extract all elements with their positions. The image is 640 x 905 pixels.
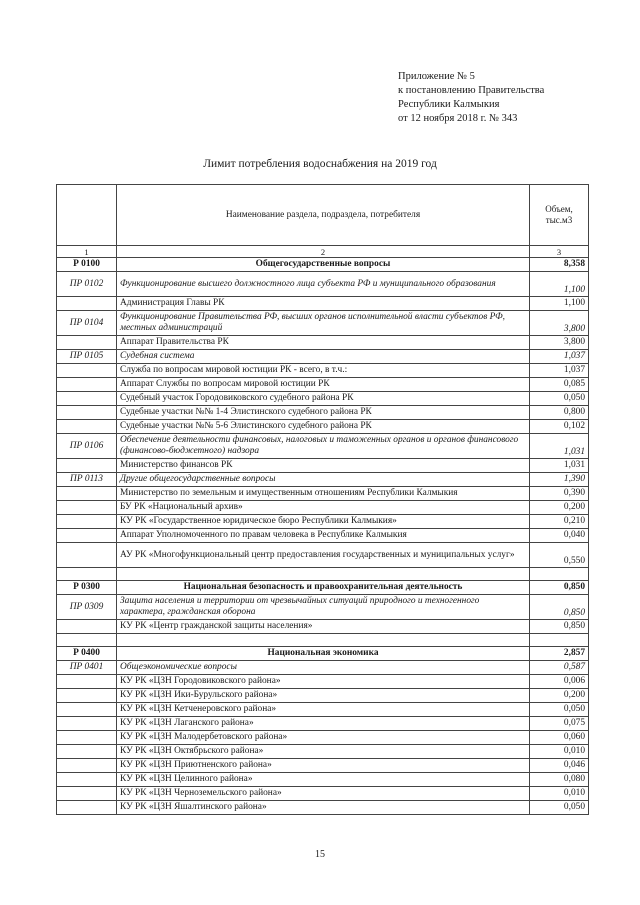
- table-row: [57, 661, 589, 675]
- row-code-cell: ПР 0106: [57, 434, 117, 459]
- header-resolution: к постановлению Правительства: [398, 85, 545, 96]
- row-value-cell: 1,031: [530, 434, 589, 459]
- row-value-cell: 1,037: [530, 350, 589, 364]
- row-value-cell: 1,031: [530, 459, 589, 473]
- table-row: [57, 459, 589, 473]
- row-name-cell: Судебный участок Городовиковского судебного района РК: [117, 392, 530, 406]
- row-name-cell: Защита населения и территории от чрезвычайных ситуаций природного и техногенного характера, гражданская оборона: [117, 595, 530, 620]
- table-row: [57, 717, 589, 731]
- row-code-cell: [57, 620, 117, 634]
- column-number-row: [57, 246, 589, 258]
- table-row: [57, 801, 589, 815]
- table-row: [57, 350, 589, 364]
- table-row: [57, 543, 589, 568]
- table-row: [57, 773, 589, 787]
- row-value-cell: 8,358: [530, 258, 589, 272]
- row-value-cell: 0,850: [530, 595, 589, 620]
- row-value-cell: 1,100: [530, 272, 589, 297]
- row-code-cell: [57, 515, 117, 529]
- row-name-cell: КУ РК «Центр гражданской защиты населения»: [117, 620, 530, 634]
- row-value-cell: 0,850: [530, 620, 589, 634]
- row-code-cell: [57, 675, 117, 689]
- header-code-cell: [57, 185, 117, 246]
- table-row: [57, 581, 589, 595]
- row-code-cell: Р 0400: [57, 647, 117, 661]
- row-name-cell: Администрация Главы РК: [117, 297, 530, 311]
- row-name-cell: Аппарат Службы по вопросам мировой юстиции РК: [117, 378, 530, 392]
- row-value-cell: 0,010: [530, 787, 589, 801]
- limits-table: [56, 184, 589, 815]
- row-code-cell: [57, 364, 117, 378]
- row-code-cell: [57, 568, 117, 581]
- row-code-cell: [57, 703, 117, 717]
- row-name-cell: Национальная экономика: [117, 647, 530, 661]
- row-code-cell: [57, 501, 117, 515]
- row-value-cell: 0,050: [530, 703, 589, 717]
- table-row: [57, 620, 589, 634]
- row-value-cell: 0,850: [530, 581, 589, 595]
- row-name-cell: КУ РК «ЦЗН Целинного района»: [117, 773, 530, 787]
- table-row: [57, 731, 589, 745]
- row-value-cell: [530, 568, 589, 581]
- row-value-cell: 1,390: [530, 473, 589, 487]
- row-value-cell: 1,037: [530, 364, 589, 378]
- table-row: [57, 297, 589, 311]
- row-code-cell: Р 0100: [57, 258, 117, 272]
- row-name-cell: КУ РК «ЦЗН Лаганского района»: [117, 717, 530, 731]
- row-name-cell: КУ РК «ЦЗН Яшалтинского района»: [117, 801, 530, 815]
- row-value-cell: 0,587: [530, 661, 589, 675]
- row-name-cell: Министерство финансов РК: [117, 459, 530, 473]
- row-name-cell: КУ РК «ЦЗН Городовиковского района»: [117, 675, 530, 689]
- row-name-cell: КУ РК «ЦЗН Приютненского района»: [117, 759, 530, 773]
- table-row: [57, 406, 589, 420]
- row-name-cell: КУ РК «ЦЗН Кетченеровского района»: [117, 703, 530, 717]
- row-name-cell: АУ РК «Многофункциональный центр предоставления государственных и муниципальных услуг»: [117, 543, 530, 568]
- column-number-3: 3: [530, 246, 589, 258]
- table-row: [57, 473, 589, 487]
- header-date: от 12 ноября 2018 г. № 343: [398, 113, 518, 124]
- row-value-cell: 0,050: [530, 392, 589, 406]
- table-header-row: [57, 185, 589, 246]
- table-row: [57, 336, 589, 350]
- row-code-cell: [57, 420, 117, 434]
- row-value-cell: 0,210: [530, 515, 589, 529]
- row-name-cell: БУ РК «Национальный архив»: [117, 501, 530, 515]
- table-row: [57, 787, 589, 801]
- row-name-cell: Судебная система: [117, 350, 530, 364]
- row-name-cell: Министерство по земельным и имущественным отношениям Республики Калмыкия: [117, 487, 530, 501]
- table-row: [57, 392, 589, 406]
- row-name-cell: Функционирование Правительства РФ, высших органов исполнительной власти субъектов РФ, местных администраций: [117, 311, 530, 336]
- row-code-cell: [57, 529, 117, 543]
- row-name-cell: КУ РК «ЦЗН Черноземельского района»: [117, 787, 530, 801]
- table-row: [57, 568, 589, 581]
- table-row: [57, 515, 589, 529]
- row-code-cell: ПР 0401: [57, 661, 117, 675]
- row-code-cell: [57, 406, 117, 420]
- row-name-cell: Аппарат Уполномоченного по правам человека в Республике Калмыкия: [117, 529, 530, 543]
- table-row: [57, 634, 589, 647]
- column-number-1: 1: [57, 246, 117, 258]
- table-row: [57, 434, 589, 459]
- column-number-2: 2: [117, 246, 530, 258]
- row-name-cell: [117, 634, 530, 647]
- table-row: [57, 647, 589, 661]
- row-code-cell: [57, 297, 117, 311]
- row-value-cell: 0,075: [530, 717, 589, 731]
- row-name-cell: КУ РК «Государственное юридическое бюро Республики Калмыкия»: [117, 515, 530, 529]
- table-row: [57, 745, 589, 759]
- row-code-cell: [57, 717, 117, 731]
- table-row: [57, 595, 589, 620]
- row-name-cell: Служба по вопросам мировой юстиции РК - всего, в т.ч.:: [117, 364, 530, 378]
- row-name-cell: КУ РК «ЦЗН Октябрьского района»: [117, 745, 530, 759]
- row-code-cell: [57, 378, 117, 392]
- table-row: [57, 675, 589, 689]
- row-code-cell: [57, 392, 117, 406]
- table-row: [57, 272, 589, 297]
- row-code-cell: [57, 773, 117, 787]
- row-code-cell: ПР 0309: [57, 595, 117, 620]
- row-name-cell: Судебные участки №№ 1-4 Элистинского судебного района РК: [117, 406, 530, 420]
- row-value-cell: 0,085: [530, 378, 589, 392]
- row-code-cell: [57, 336, 117, 350]
- row-code-cell: ПР 0113: [57, 473, 117, 487]
- header-volume-cell: Объем, тыс.м3: [530, 185, 589, 246]
- row-name-cell: Судебные участки №№ 5-6 Элистинского судебного района РК: [117, 420, 530, 434]
- row-code-cell: ПР 0105: [57, 350, 117, 364]
- table-row: [57, 364, 589, 378]
- row-name-cell: Другие общегосударственные вопросы: [117, 473, 530, 487]
- row-code-cell: [57, 459, 117, 473]
- table-row: [57, 703, 589, 717]
- header-appendix: Приложение № 5: [398, 71, 475, 82]
- row-value-cell: 3,800: [530, 311, 589, 336]
- document-title: Лимит потребления водоснабжения на 2019 год: [203, 158, 437, 170]
- document-header: [398, 70, 544, 126]
- table-row: [57, 759, 589, 773]
- row-value-cell: 0,046: [530, 759, 589, 773]
- row-code-cell: [57, 543, 117, 568]
- row-code-cell: [57, 787, 117, 801]
- row-code-cell: Р 0300: [57, 581, 117, 595]
- row-value-cell: 1,100: [530, 297, 589, 311]
- table-row: [57, 311, 589, 336]
- row-name-cell: Обеспечение деятельности финансовых, налоговых и таможенных органов и органов финансового (финансово-бюджетного) надзора: [117, 434, 530, 459]
- row-value-cell: 0,060: [530, 731, 589, 745]
- row-name-cell: Общегосударственные вопросы: [117, 258, 530, 272]
- table-row: [57, 420, 589, 434]
- row-name-cell: [117, 568, 530, 581]
- row-code-cell: [57, 759, 117, 773]
- row-name-cell: Функционирование высшего должностного лица субъекта РФ и муниципального образования: [117, 272, 530, 297]
- row-value-cell: 0,200: [530, 501, 589, 515]
- row-code-cell: [57, 801, 117, 815]
- table-row: [57, 529, 589, 543]
- row-code-cell: [57, 745, 117, 759]
- row-value-cell: 0,550: [530, 543, 589, 568]
- row-name-cell: КУ РК «ЦЗН Ики-Бурульского района»: [117, 689, 530, 703]
- row-code-cell: [57, 634, 117, 647]
- row-value-cell: 0,390: [530, 487, 589, 501]
- row-value-cell: 2,857: [530, 647, 589, 661]
- header-name-cell: Наименование раздела, подраздела, потребителя: [117, 185, 530, 246]
- table-row: [57, 258, 589, 272]
- row-value-cell: 0,200: [530, 689, 589, 703]
- row-value-cell: 0,050: [530, 801, 589, 815]
- row-code-cell: ПР 0104: [57, 311, 117, 336]
- row-value-cell: 0,006: [530, 675, 589, 689]
- page-number: 15: [315, 849, 325, 860]
- row-name-cell: Аппарат Правительства РК: [117, 336, 530, 350]
- row-code-cell: ПР 0102: [57, 272, 117, 297]
- table-row: [57, 689, 589, 703]
- row-value-cell: 0,040: [530, 529, 589, 543]
- table-row: [57, 378, 589, 392]
- row-value-cell: 3,800: [530, 336, 589, 350]
- row-code-cell: [57, 731, 117, 745]
- row-code-cell: [57, 487, 117, 501]
- row-value-cell: [530, 634, 589, 647]
- row-value-cell: 0,102: [530, 420, 589, 434]
- table-row: [57, 487, 589, 501]
- table-row: [57, 501, 589, 515]
- row-value-cell: 0,010: [530, 745, 589, 759]
- row-value-cell: 0,080: [530, 773, 589, 787]
- row-code-cell: [57, 689, 117, 703]
- row-name-cell: Национальная безопасность и правоохранительная деятельность: [117, 581, 530, 595]
- row-name-cell: Общеэкономические вопросы: [117, 661, 530, 675]
- row-name-cell: КУ РК «ЦЗН Малодербетовского района»: [117, 731, 530, 745]
- row-value-cell: 0,800: [530, 406, 589, 420]
- header-republic: Республики Калмыкия: [398, 99, 500, 110]
